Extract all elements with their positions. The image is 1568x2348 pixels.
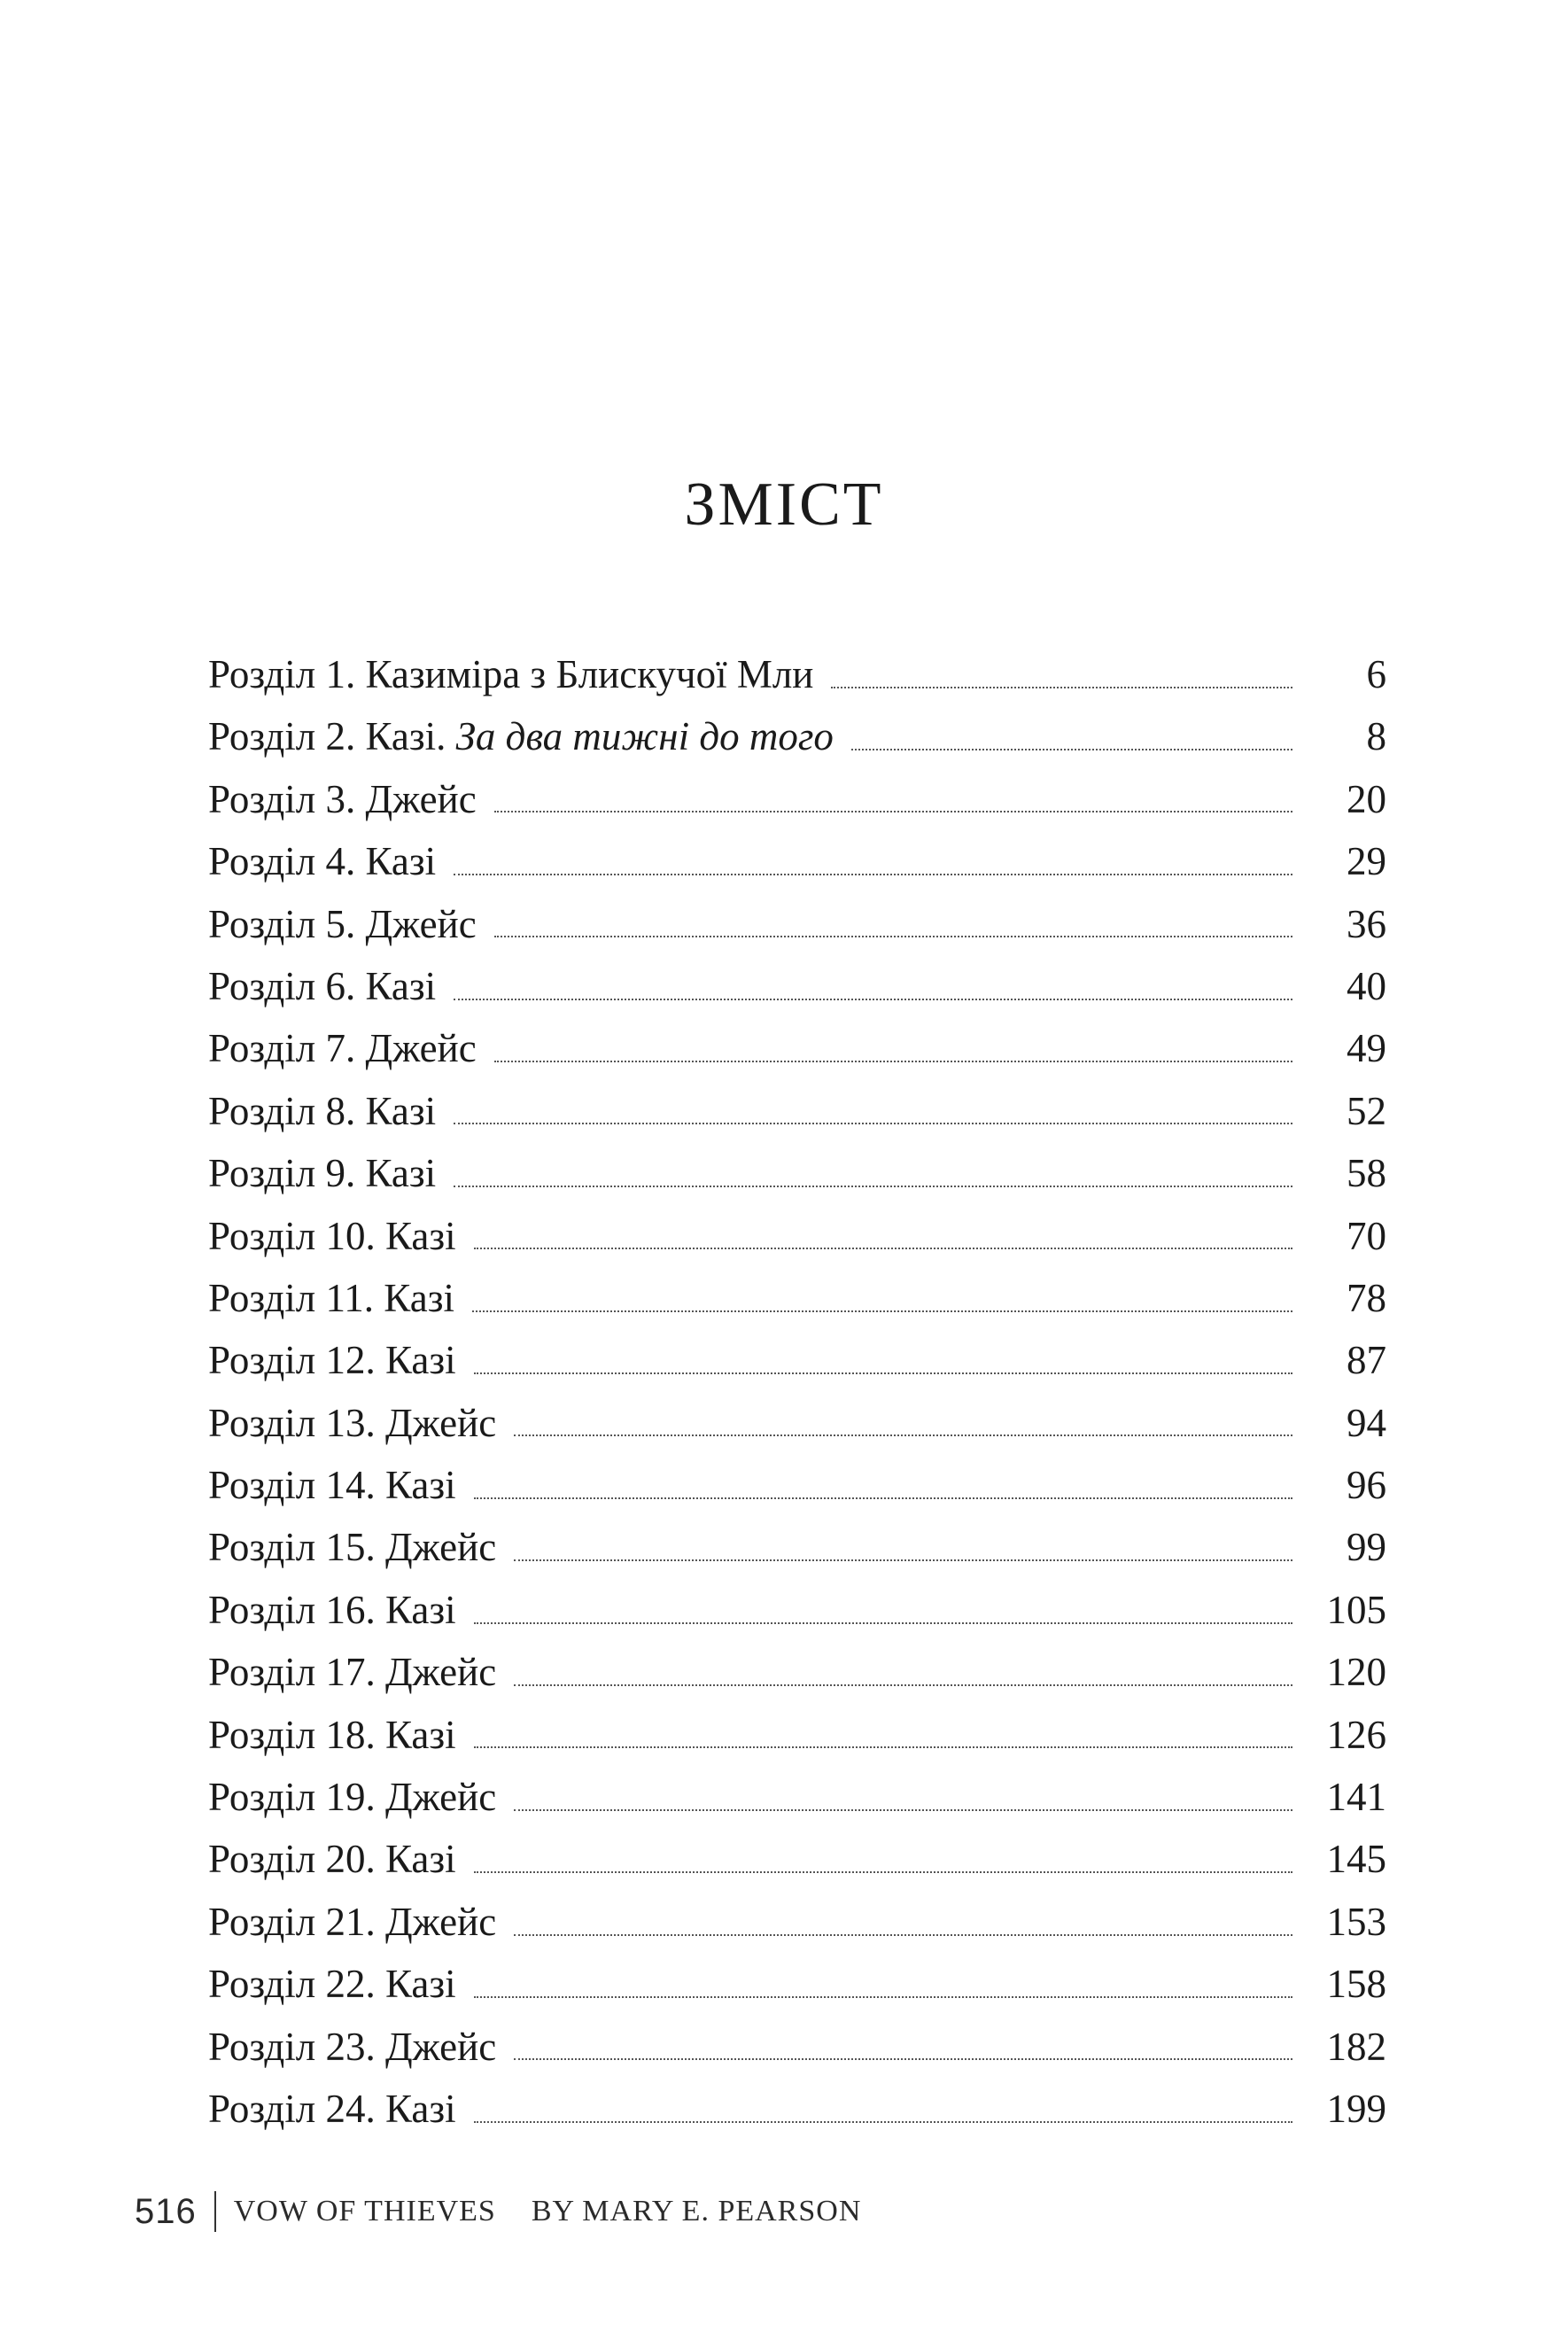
toc-entry-title: Розділ 6. Казі: [208, 963, 437, 1008]
toc-entry-label: [208, 1766, 496, 1828]
toc-entry-label: [208, 830, 436, 892]
toc-entry-label: [208, 1142, 436, 1204]
toc-entry-label: [208, 1392, 496, 1454]
toc-entry-title: Розділ 23. Джейс: [208, 2024, 497, 2069]
toc-entry-page-number: 105: [1326, 1587, 1386, 1632]
toc-dot-leader: [851, 748, 1292, 750]
toc-entry: [208, 955, 1386, 1017]
toc-entry-page-number: 70: [1347, 1213, 1386, 1258]
toc-entry-label: [208, 893, 477, 955]
toc-entry-page-number: 49: [1347, 1026, 1386, 1071]
toc-dot-leader: [474, 1247, 1292, 1249]
toc-entry-title: Розділ 13. Джейс: [208, 1400, 497, 1445]
footer-page-number: 516: [135, 2191, 197, 2231]
toc-entry: [208, 1329, 1386, 1391]
toc-entry-label: [208, 1641, 496, 1703]
toc-dot-leader: [474, 1995, 1292, 1998]
toc-entry-page-number: 182: [1326, 2024, 1386, 2069]
toc-entry-title: Розділ 15. Джейс: [208, 1525, 497, 1570]
toc-entry-label: [208, 1080, 436, 1142]
toc-dot-leader: [454, 1122, 1292, 1124]
toc-entry: [208, 1454, 1386, 1516]
toc-dot-leader: [514, 1683, 1292, 1686]
toc-dot-leader: [474, 1745, 1292, 1748]
toc-entry-label: [208, 1516, 496, 1578]
toc-entry-title: Розділ 22. Казі: [208, 1962, 456, 2007]
toc-entry: [208, 1080, 1386, 1142]
toc-entry-page-number: 158: [1326, 1962, 1386, 2007]
toc-entry-title: Розділ 5. Джейс: [208, 901, 477, 946]
toc-entry: [208, 768, 1386, 830]
toc-entry-page-number: 52: [1347, 1088, 1386, 1133]
toc-entry-title: Розділ 16. Казі: [208, 1587, 456, 1632]
toc-entry-page-number: 126: [1326, 1712, 1386, 1757]
toc-entry: [208, 2016, 1386, 2078]
toc-entry-label: [208, 768, 477, 830]
toc-entry: [208, 1953, 1386, 2015]
toc-entry-title: Розділ 17. Джейс: [208, 1650, 497, 1695]
running-footer: [135, 2185, 861, 2238]
toc-entry: [208, 1516, 1386, 1578]
toc-dot-leader: [494, 810, 1292, 812]
toc-entry-label: [208, 705, 834, 767]
toc-entry: [208, 1267, 1386, 1329]
toc-entry: [208, 893, 1386, 955]
toc-entry: [208, 1205, 1386, 1267]
toc-entry: [208, 643, 1386, 705]
toc-entry-title: Розділ 7. Джейс: [208, 1026, 477, 1071]
toc-entry-title: Розділ 19. Джейс: [208, 1775, 497, 1820]
toc-entry-subtitle: За два тижні до того: [455, 714, 834, 759]
toc-entry-title: Розділ 8. Казі: [208, 1088, 437, 1133]
toc-dot-leader: [514, 1808, 1292, 1811]
footer-divider: [214, 2191, 216, 2232]
toc-entry: [208, 1142, 1386, 1204]
toc-dot-leader: [454, 873, 1292, 875]
toc-entry-page-number: 29: [1347, 839, 1386, 884]
toc-entry-title: Розділ 9. Казі: [208, 1151, 437, 1196]
toc-dot-leader: [474, 1497, 1292, 1499]
footer-author: BY MARY E. PEARSON: [531, 2195, 862, 2227]
toc-entry-page-number: 8: [1366, 714, 1386, 759]
toc-entry-label: [208, 955, 436, 1017]
toc-entry-title: Розділ 3. Джейс: [208, 776, 477, 821]
toc-dot-leader: [472, 1310, 1292, 1312]
toc-entry: [208, 1579, 1386, 1641]
toc-entry-label: [208, 643, 813, 705]
toc-entry-page-number: 199: [1326, 2086, 1386, 2131]
toc-entry-page-number: 6: [1366, 652, 1386, 696]
toc-dot-leader: [514, 1434, 1292, 1436]
toc-entry-label: [208, 2078, 456, 2140]
toc-dot-leader: [514, 1559, 1292, 1561]
toc-entry: [208, 1828, 1386, 1890]
toc-entry-page-number: 78: [1347, 1275, 1386, 1320]
toc-entry-title: Розділ 11. Казі: [208, 1275, 454, 1320]
toc-dot-leader: [514, 1933, 1292, 1936]
toc-entry-label: [208, 1205, 456, 1267]
toc-dot-leader: [474, 1870, 1292, 1873]
toc-entry-label: [208, 1828, 456, 1890]
page-title: ЗМІСТ: [684, 470, 884, 539]
toc-entry-label: [208, 1579, 456, 1641]
toc-entry-page-number: 40: [1347, 963, 1386, 1008]
toc-entry-title: Розділ 18. Казі: [208, 1712, 456, 1757]
toc-entry-page-number: 99: [1347, 1525, 1386, 1570]
toc-dot-leader: [454, 998, 1292, 1000]
toc-entry-label: [208, 1454, 456, 1516]
toc-entry-title: Розділ 20. Казі: [208, 1837, 456, 1882]
toc-dot-leader: [454, 1185, 1292, 1187]
toc-entry: [208, 1392, 1386, 1454]
toc-dot-leader: [474, 1621, 1292, 1624]
toc-entry-page-number: 58: [1347, 1151, 1386, 1196]
toc-entry-title: Розділ 10. Казі: [208, 1213, 456, 1258]
toc-entry: [208, 1891, 1386, 1953]
toc-entry: [208, 1766, 1386, 1828]
toc-dot-leader: [494, 935, 1292, 937]
toc-entry-page-number: 87: [1347, 1338, 1386, 1383]
toc-entry-label: [208, 1953, 456, 2015]
footer-book-title: VOW OF THIEVES: [233, 2195, 496, 2227]
table-of-contents: [208, 643, 1386, 2140]
toc-entry-label: [208, 1267, 454, 1329]
toc-entry-title: Розділ 1. Казиміра з Блискучої Мли: [208, 652, 814, 696]
toc-entry-title: Розділ 14. Казі: [208, 1463, 456, 1508]
toc-entry-title: Розділ 2. Казі.: [208, 714, 456, 759]
toc-entry: [208, 1704, 1386, 1766]
toc-entry-page-number: 36: [1347, 901, 1386, 946]
toc-entry-page-number: 120: [1326, 1650, 1386, 1695]
toc-entry-page-number: 141: [1326, 1775, 1386, 1820]
toc-entry: [208, 1017, 1386, 1079]
toc-dot-leader: [474, 2120, 1292, 2123]
toc-entry: [208, 1641, 1386, 1703]
toc-entry-label: [208, 1017, 477, 1079]
toc-dot-leader: [474, 1372, 1292, 1374]
toc-entry-page-number: 20: [1347, 776, 1386, 821]
toc-entry-page-number: 145: [1326, 1837, 1386, 1882]
toc-entry-title: Розділ 24. Казі: [208, 2086, 456, 2131]
toc-dot-leader: [831, 686, 1292, 688]
toc-entry-title: Розділ 12. Казі: [208, 1338, 456, 1383]
toc-dot-leader: [494, 1060, 1292, 1062]
toc-entry: [208, 2078, 1386, 2140]
toc-entry-label: [208, 2016, 496, 2078]
toc-entry: [208, 830, 1386, 892]
toc-entry-label: [208, 1891, 496, 1953]
toc-entry-page-number: 153: [1326, 1899, 1386, 1944]
toc-entry-page-number: 96: [1347, 1463, 1386, 1508]
toc-entry-page-number: 94: [1347, 1400, 1386, 1445]
toc-entry-label: [208, 1329, 456, 1391]
toc-entry: [208, 705, 1386, 767]
toc-entry-title: Розділ 21. Джейс: [208, 1899, 497, 1944]
toc-entry-label: [208, 1704, 456, 1766]
toc-dot-leader: [514, 2057, 1292, 2060]
toc-entry-title: Розділ 4. Казі: [208, 839, 437, 884]
